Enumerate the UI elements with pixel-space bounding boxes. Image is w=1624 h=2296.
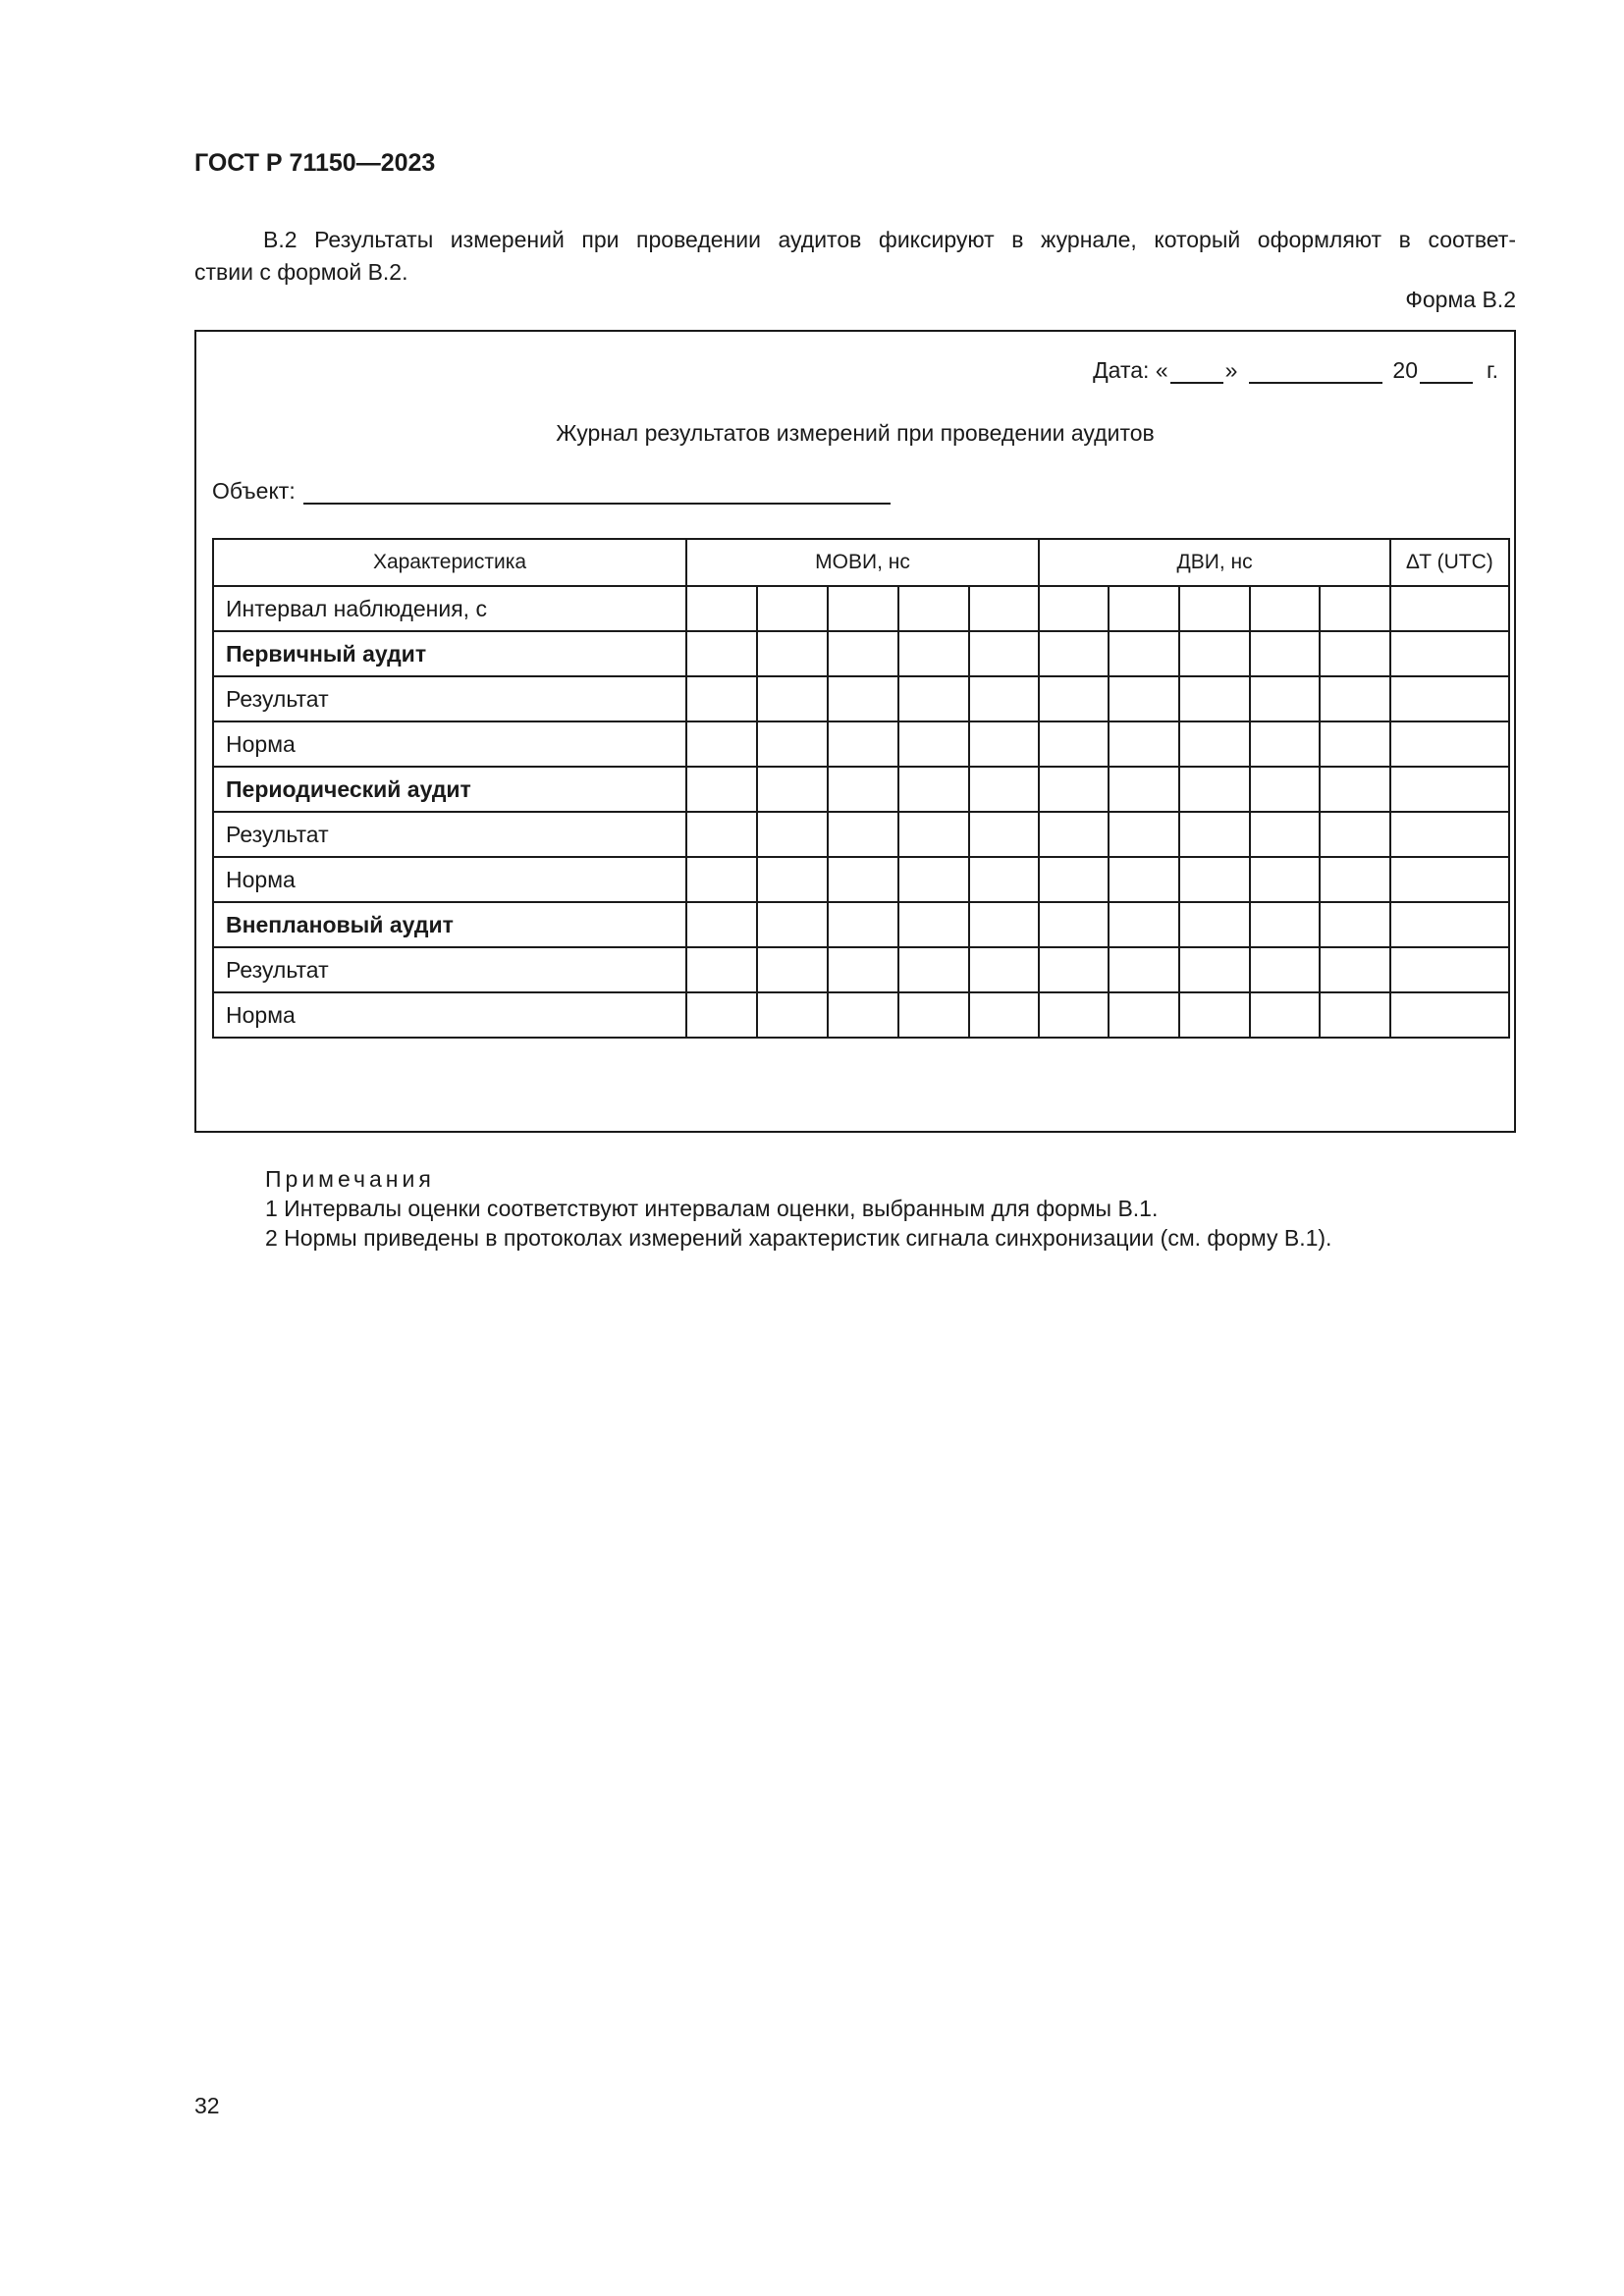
table-row [213,586,1509,631]
row-label: Периодический аудит [213,767,686,812]
form-label: Форма В.2 [1405,287,1516,312]
table-row [213,812,1509,857]
movi-cell[interactable] [686,676,757,721]
document-header: ГОСТ Р 71150—2023 [194,149,436,177]
row-label: Норма [213,721,686,767]
year-blank[interactable] [1420,362,1473,384]
dvi-cell[interactable] [1179,992,1250,1038]
movi-cell[interactable] [828,676,898,721]
movi-cell[interactable] [757,992,828,1038]
movi-cell[interactable] [898,812,969,857]
dvi-cell[interactable] [1039,947,1109,992]
movi-cell[interactable] [757,902,828,947]
note-item: 2 Нормы приведены в протоколах измерений характеристик сигнала синхронизации (см. форму В.1). [265,1225,1332,1251]
date-line [1093,357,1498,384]
dvi-cell[interactable] [1109,631,1179,676]
dvi-cell[interactable] [1320,721,1390,767]
date-prefix: Дата: « [1093,357,1168,383]
dvi-cell[interactable] [1320,767,1390,812]
row-label: Первичный аудит [213,631,686,676]
object-line [212,478,893,505]
month-blank[interactable] [1249,362,1382,384]
dvi-cell[interactable] [1179,902,1250,947]
intro-paragraph [194,224,1516,289]
table-row [213,992,1509,1038]
movi-cell[interactable] [898,767,969,812]
dvi-cell[interactable] [1109,767,1179,812]
dvi-cell[interactable] [1179,586,1250,631]
movi-cell[interactable] [828,812,898,857]
movi-cell[interactable] [898,586,969,631]
table-header-row [213,539,1509,586]
dvi-cell[interactable] [1109,947,1179,992]
dvi-cell[interactable] [1179,631,1250,676]
date-quote-close: » [1224,357,1238,383]
dvi-cell[interactable] [1039,902,1109,947]
dvi-cell[interactable] [1039,812,1109,857]
row-label: Интервал наблюдения, с [213,586,686,631]
dvi-cell[interactable] [1039,631,1109,676]
movi-cell[interactable] [969,947,1039,992]
form-frame [194,330,1516,1133]
object-label: Объект: [212,478,296,504]
dvi-cell[interactable] [1250,767,1320,812]
movi-cell[interactable] [898,902,969,947]
movi-cell[interactable] [828,947,898,992]
dvi-cell[interactable] [1039,586,1109,631]
dvi-cell[interactable] [1039,992,1109,1038]
dvi-cell[interactable] [1250,857,1320,902]
intro-line-2: ствии с формой В.2. [194,259,408,285]
dvi-cell[interactable] [1250,812,1320,857]
dvi-cell[interactable] [1179,676,1250,721]
movi-cell[interactable] [969,586,1039,631]
dvi-cell[interactable] [1179,857,1250,902]
row-label: Результат [213,812,686,857]
movi-cell[interactable] [898,992,969,1038]
movi-cell[interactable] [686,902,757,947]
movi-cell[interactable] [686,631,757,676]
movi-cell[interactable] [757,676,828,721]
movi-cell[interactable] [686,586,757,631]
movi-cell[interactable] [757,857,828,902]
dt-utc-cell[interactable] [1390,812,1509,857]
dt-utc-cell[interactable] [1390,947,1509,992]
dvi-cell[interactable] [1320,676,1390,721]
dt-utc-cell[interactable] [1390,857,1509,902]
dvi-cell[interactable] [1320,902,1390,947]
dvi-cell[interactable] [1320,857,1390,902]
dvi-cell[interactable] [1250,721,1320,767]
movi-cell[interactable] [969,902,1039,947]
dvi-cell[interactable] [1320,631,1390,676]
movi-cell[interactable] [898,947,969,992]
dvi-cell[interactable] [1039,721,1109,767]
dvi-cell[interactable] [1109,812,1179,857]
movi-cell[interactable] [828,992,898,1038]
movi-cell[interactable] [969,812,1039,857]
movi-cell[interactable] [757,767,828,812]
movi-cell[interactable] [898,676,969,721]
movi-cell[interactable] [828,586,898,631]
header-dvi: ДВИ, нс [1039,539,1390,586]
table-body [213,586,1509,1038]
dvi-cell[interactable] [1250,992,1320,1038]
movi-cell[interactable] [969,992,1039,1038]
dvi-cell[interactable] [1250,631,1320,676]
movi-cell[interactable] [969,676,1039,721]
dt-utc-cell[interactable] [1390,586,1509,631]
movi-cell[interactable] [898,631,969,676]
movi-cell[interactable] [757,586,828,631]
object-blank[interactable] [303,483,891,505]
dvi-cell[interactable] [1039,767,1109,812]
dvi-cell[interactable] [1109,857,1179,902]
movi-cell[interactable] [828,767,898,812]
movi-cell[interactable] [828,631,898,676]
movi-cell[interactable] [757,631,828,676]
movi-cell[interactable] [969,721,1039,767]
dvi-cell[interactable] [1109,992,1179,1038]
dt-utc-cell[interactable] [1390,631,1509,676]
movi-cell[interactable] [828,721,898,767]
dvi-cell[interactable] [1179,947,1250,992]
movi-cell[interactable] [757,812,828,857]
table-row [213,721,1509,767]
movi-cell[interactable] [686,812,757,857]
dt-utc-cell[interactable] [1390,902,1509,947]
table-row [213,631,1509,676]
movi-cell[interactable] [686,767,757,812]
row-label: Результат [213,947,686,992]
dvi-cell[interactable] [1039,857,1109,902]
day-blank[interactable] [1170,362,1223,384]
table-row [213,902,1509,947]
movi-cell[interactable] [686,992,757,1038]
table-row [213,947,1509,992]
row-label: Норма [213,992,686,1038]
header-dt-utc: ∆T (UTC) [1390,539,1509,586]
dt-utc-cell[interactable] [1390,992,1509,1038]
year-suffix: г. [1487,357,1498,383]
row-label: Норма [213,857,686,902]
dvi-cell[interactable] [1109,721,1179,767]
movi-cell[interactable] [686,721,757,767]
movi-cell[interactable] [969,631,1039,676]
page-number: 32 [194,2093,220,2118]
dvi-cell[interactable] [1109,902,1179,947]
header-movi: МОВИ, нс [686,539,1039,586]
movi-cell[interactable] [898,721,969,767]
movi-cell[interactable] [969,767,1039,812]
dt-utc-cell[interactable] [1390,721,1509,767]
movi-cell[interactable] [686,857,757,902]
header-characteristic: Характеристика [213,539,686,586]
dvi-cell[interactable] [1109,586,1179,631]
dt-utc-cell[interactable] [1390,767,1509,812]
intro-line-1: В.2 Результаты измерений при проведении аудитов фиксируют в журнале, который оформляют в соответ- [263,227,1516,252]
table-row [213,767,1509,812]
movi-cell[interactable] [757,721,828,767]
dvi-cell[interactable] [1179,767,1250,812]
dt-utc-cell[interactable] [1390,676,1509,721]
dvi-cell[interactable] [1250,676,1320,721]
dvi-cell[interactable] [1109,676,1179,721]
movi-cell[interactable] [828,857,898,902]
table-row [213,857,1509,902]
dvi-cell[interactable] [1179,721,1250,767]
movi-cell[interactable] [969,857,1039,902]
note-item: 1 Интервалы оценки соответствуют интервалам оценки, выбранным для формы В.1. [265,1196,1159,1221]
dvi-cell[interactable] [1320,812,1390,857]
notes-section [265,1164,1331,1253]
journal-title: Журнал результатов измерений при проведении аудитов [556,420,1155,446]
row-label: Результат [213,676,686,721]
row-label: Внеплановый аудит [213,902,686,947]
movi-cell[interactable] [898,857,969,902]
dvi-cell[interactable] [1039,676,1109,721]
dvi-cell[interactable] [1320,586,1390,631]
journal-table [212,538,1510,1039]
notes-title: Примечания [265,1166,435,1192]
dvi-cell[interactable] [1250,902,1320,947]
movi-cell[interactable] [686,947,757,992]
movi-cell[interactable] [757,947,828,992]
table-row [213,676,1509,721]
dvi-cell[interactable] [1250,947,1320,992]
dvi-cell[interactable] [1179,812,1250,857]
dvi-cell[interactable] [1320,992,1390,1038]
dvi-cell[interactable] [1250,586,1320,631]
movi-cell[interactable] [828,902,898,947]
year-prefix: 20 [1392,357,1419,383]
dvi-cell[interactable] [1320,947,1390,992]
